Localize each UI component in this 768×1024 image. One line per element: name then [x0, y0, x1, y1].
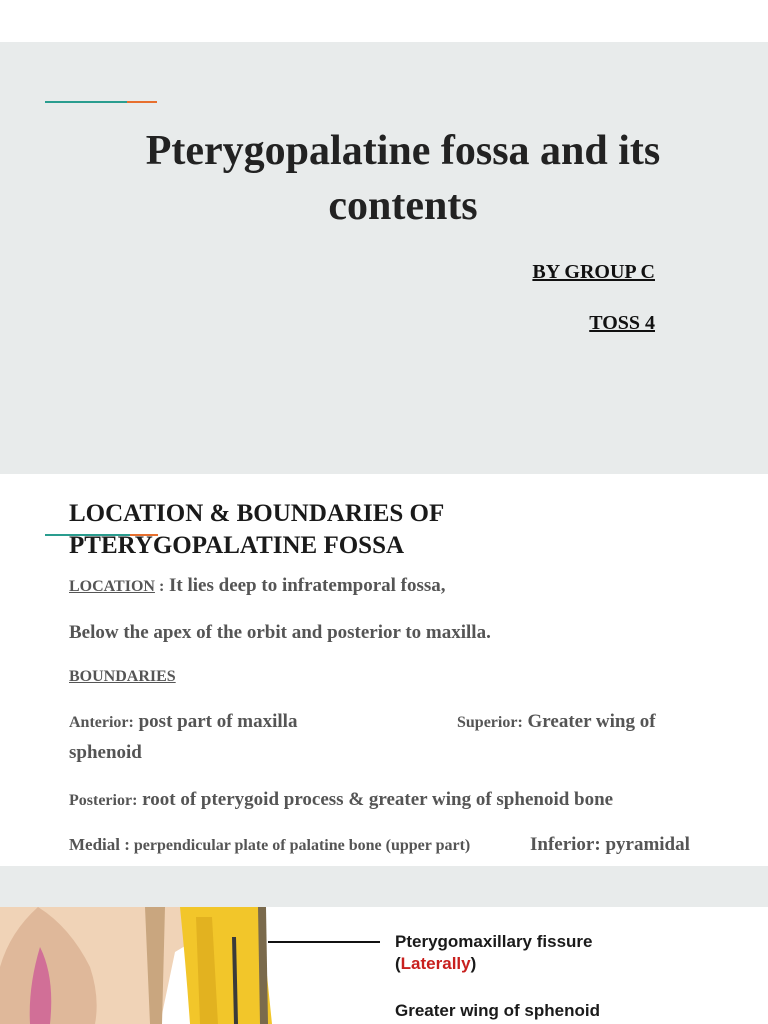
- anterior-text: post part of maxilla: [133, 711, 298, 732]
- superior-text-cont: sphenoid: [69, 742, 142, 763]
- anatomy-slide: [0, 907, 768, 1024]
- by-group-label: BY GROUP C: [532, 261, 655, 283]
- slide-gap: [0, 866, 768, 907]
- section-heading: LOCATION & BOUNDARIES OF PTERYGOPALATINE FOSSA: [69, 500, 444, 559]
- posterior-label: Posterior:: [69, 792, 138, 809]
- inferior-text: pyramidal: [600, 834, 690, 855]
- medial-text: perpendicular plate of palatine bone (upper part): [129, 837, 471, 854]
- superior-label: Superior:: [457, 714, 523, 731]
- slide-title: Pterygopalatine fossa and its contents: [145, 128, 661, 229]
- inferior-line: [530, 830, 690, 860]
- location-separator: :: [154, 578, 165, 595]
- location-text: It lies deep to infratemporal fossa,: [169, 575, 446, 596]
- toss-label: TOSS 4: [589, 312, 655, 334]
- posterior-line: [69, 785, 728, 816]
- location-line: [69, 571, 728, 602]
- location-label: LOCATION: [69, 578, 155, 595]
- anatomy-illustration: [0, 907, 380, 1024]
- location-line-2: Below the apex of the orbit and posterior to maxilla.: [69, 622, 491, 643]
- location-boundaries-slide: [0, 474, 768, 866]
- posterior-text: root of pterygoid process & greater wing of sphenoid bone: [137, 789, 614, 810]
- pterygomaxillary-fissure-label: [395, 931, 592, 975]
- superior-line: [457, 707, 656, 738]
- accent-line-teal: [45, 101, 127, 103]
- superior-text: Greater wing of: [522, 711, 656, 732]
- greater-wing-label: Greater wing of sphenoid: [395, 1001, 600, 1020]
- anterior-label: Anterior:: [69, 714, 134, 731]
- accent-line-orange: [127, 101, 157, 103]
- label-fissure-text: Pterygomaxillary fissure: [395, 932, 593, 951]
- label-paren-open: (: [395, 954, 401, 973]
- boundaries-label: BOUNDARIES: [69, 668, 176, 685]
- medial-label: Medial :: [69, 835, 130, 854]
- inferior-label: Inferior:: [530, 834, 601, 855]
- label-paren-close: ): [470, 954, 477, 973]
- title-slide: [0, 42, 768, 474]
- label-laterally: Laterally: [400, 954, 471, 973]
